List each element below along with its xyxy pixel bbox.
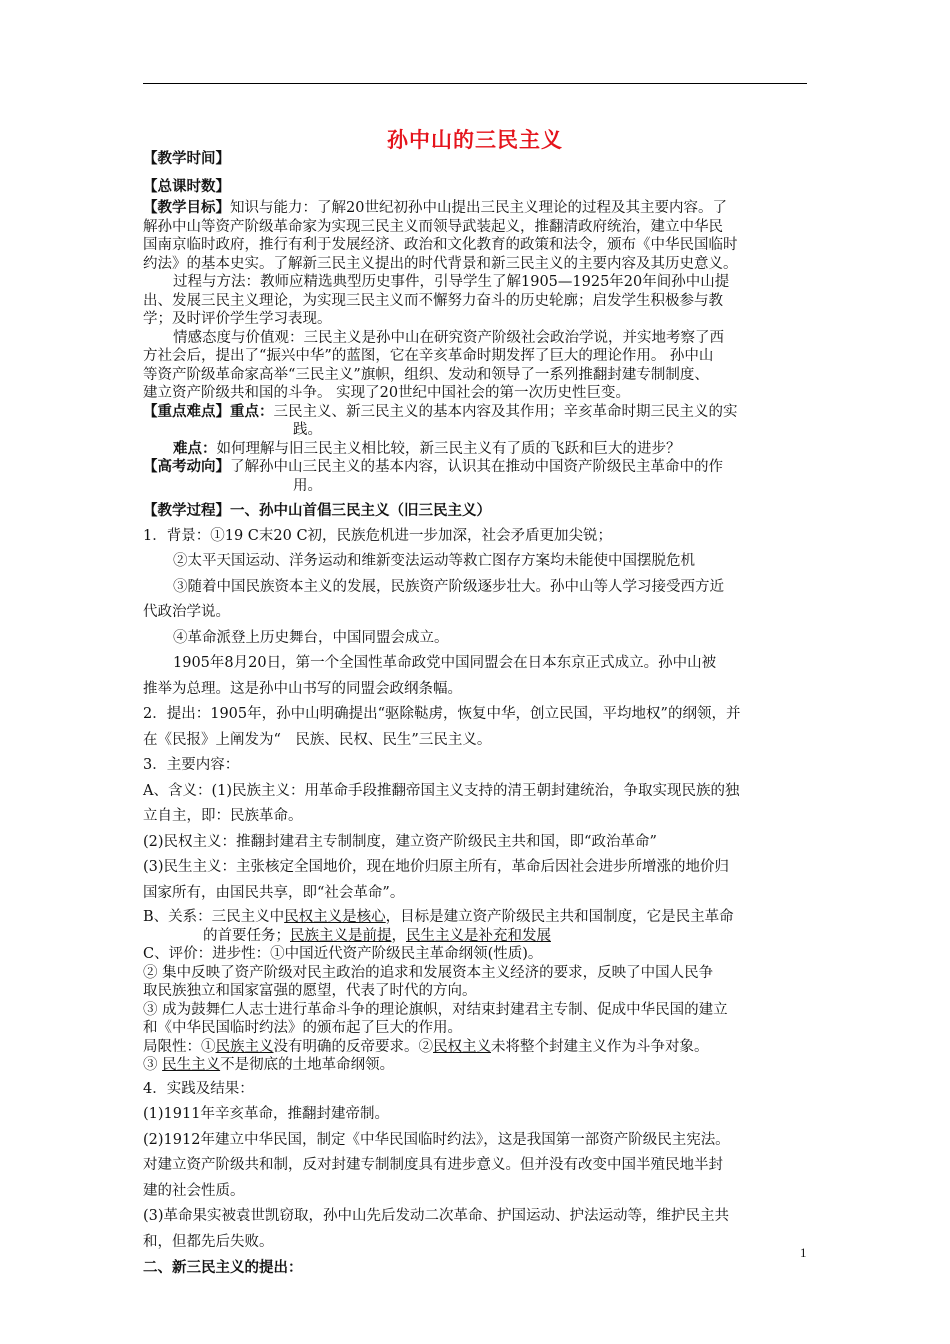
paragraph-line: (3)民生主义：主张核定全国地价，现在地价归原主所有，革命后因社会进步所增涨的地价归 xyxy=(143,859,730,875)
document-title: 孙中山的三民主义 xyxy=(387,127,563,152)
relation-text: 的首要任务； xyxy=(203,927,290,944)
paragraph-line: 国家所有，由国民共享，即“社会革命”。 xyxy=(143,884,405,901)
difficulty-label: 难点： xyxy=(173,439,217,457)
paragraph-line: ④革命派登上历史舞台，中国同盟会成立。 xyxy=(173,629,449,646)
evaluation-line: 取民族独立和国家富强的愿望，代表了时代的方向。 xyxy=(143,983,477,999)
limitation-text: 没有明确的反帝要求。② xyxy=(273,1038,433,1055)
evaluation-line: ② 集中反映了资产阶级对民主政治的追求和发展资本主义经济的要求，反映了中国人民争 xyxy=(143,964,714,981)
paragraph-line: ②太平天国运动、洋务运动和维新变法运动等救亡图存方案均未能使中国摆脱危机 xyxy=(173,553,695,569)
paragraph-line: 代政治学说。 xyxy=(143,604,230,620)
relation-line xyxy=(143,927,823,946)
limitation-text: ③ xyxy=(143,1057,163,1073)
exam-trend-label: 【高考动向】 xyxy=(143,458,230,475)
paragraph-line: 1．背景：①19 C末20 C初，民族危机进一步加深，社会矛盾更加尖锐； xyxy=(143,527,613,544)
emotion-line: 等资产阶级革命家高举“三民主义”旗帜，组织、发动和领导了一系列推翻封建专制制度、 xyxy=(143,366,709,383)
section-heading xyxy=(143,498,823,524)
emotion-line: 方社会后，提出了“振兴中华”的蓝图，它在辛亥革命时期发挥了巨大的理论作用。 孙中山 xyxy=(143,348,714,364)
goal-text: 知识与能力：了解20世纪初孙中山提出三民主义理论的过程及其主要内容。了 xyxy=(230,200,727,216)
paragraph-line: 推举为总理。这是孙中山书写的同盟会政纲条幅。 xyxy=(143,680,462,697)
key-points-line xyxy=(143,403,823,422)
limitation-underlined: 民生主义 xyxy=(162,1057,221,1073)
relation-underlined: 民族主义是前提 xyxy=(290,927,392,944)
relation-line xyxy=(143,908,823,927)
paragraph-line: (3)革命果实被袁世凯窃取，孙中山先后发动二次革命、护国运动、护法运动等，维护民主共 xyxy=(143,1208,730,1224)
difficulty-line xyxy=(143,440,823,459)
paragraph-line: 和，但都先后失败。 xyxy=(143,1233,274,1250)
paragraph-line: (1)1911年辛亥革命，推翻封建帝制。 xyxy=(143,1106,389,1122)
process-heading: 一、孙中山首倡三民主义（旧三民主义） xyxy=(230,502,491,519)
relation-text: B、关系：三民主义中 xyxy=(143,909,285,925)
evaluation-line: C、评价：进步性：①中国近代资产阶级民主革命纲领(性质)。 xyxy=(143,946,543,962)
teach-time-label: 【教学时间】 xyxy=(143,150,230,167)
page-number: 1 xyxy=(800,1245,807,1260)
header-rule xyxy=(143,83,807,84)
total-hours-label: 【总课时数】 xyxy=(143,177,230,195)
goal-line: 约法》的基本史实。了解新三民主义提出的时代背景和新三民主义的主要内容及其历史意义。 xyxy=(143,255,738,272)
emotion-line: 情感态度与价值观：三民主义是孙中山在研究资产阶级社会政治学说，并实地考察了西 xyxy=(173,329,724,346)
process-method-line: 过程与方法：教师应精选典型历史事件，引导学生了解1905—1925年20年间孙中山提 xyxy=(173,274,730,290)
goal-line: 国南京临时政府，推行有利于发展经济、政治和文化教育的政策和法令，颁布《中华民国临时 xyxy=(143,237,738,253)
emotion-line: 建立资产阶级共和国的斗争。 实现了20世纪中国社会的第一次历史性巨变。 xyxy=(143,385,631,401)
paragraph-line: A、含义：(1)民族主义：用革命手段推翻帝国主义支持的清王朝封建统治，争取实现民族的独 xyxy=(143,782,740,799)
limitation-text: 局限性：① xyxy=(143,1038,216,1055)
relation-text: ， xyxy=(391,927,406,944)
key-points-text: 三民主义、新三民主义的基本内容及其作用；辛亥革命时期三民主义的实 xyxy=(273,403,738,420)
paragraph-line: 2．提出：1905年，孙中山明确提出“驱除鞑虏，恢复中华，创立民国，平均地权”的纲领，并 xyxy=(143,706,741,722)
exam-trend-text: 了解孙中山三民主义的基本内容，认识其在推动中国资产阶级民主革命中的作 xyxy=(230,459,723,475)
limitation-line xyxy=(143,1056,823,1075)
paragraph-line: 建的社会性质。 xyxy=(143,1182,245,1199)
paragraph-line: (2)1912年建立中华民国，制定《中华民国临时约法》，这是我国第一部资产阶级民主宪法。 xyxy=(143,1131,730,1148)
limitation-text: 未将整个封建主义作为斗争对象。 xyxy=(491,1038,709,1055)
paragraph-line: (2)民权主义：推翻封建君主专制制度，建立资产阶级民主共和国，即“政治革命” xyxy=(143,833,657,850)
limitation-underlined: 民族主义 xyxy=(215,1038,274,1055)
limitation-text: 不是彻底的土地革命纲领。 xyxy=(220,1057,395,1073)
paragraph-line: 3．主要内容： xyxy=(143,757,240,773)
process-label: 【教学过程】 xyxy=(143,502,230,519)
process-method-line: 出、发展三民主义理论，为实现三民主义而不懈努力奋斗的历史轮廓；启发学生积极参与教 xyxy=(143,292,723,309)
paragraph-line: ③随着中国民族资本主义的发展，民族资产阶级逐步壮大。孙中山等人学习接受西方近 xyxy=(173,578,724,595)
paragraph-line: 对建立资产阶级共和制，反对封建专制制度具有进步意义。但并没有改变中国半殖民地半封 xyxy=(143,1157,723,1173)
exam-trend-line: 用。 xyxy=(293,477,322,494)
paragraph-line: 在《民报》上阐发为“ 民族、民权、民生”三民主义。 xyxy=(143,731,492,748)
exam-trend-line xyxy=(143,458,823,477)
goal-line xyxy=(143,199,823,218)
relation-text: ，目标是建立资产阶级民主共和国制度，它是民主革命 xyxy=(385,909,734,925)
relation-underlined: 民生主义是补充和发展 xyxy=(406,927,551,944)
difficulty-text: 如何理解与旧三民主义相比较，新三民主义有了质的飞跃和巨大的进步？ xyxy=(216,440,681,457)
evaluation-line: 和《中华民国临时约法》的颁布起了巨大的作用。 xyxy=(143,1020,462,1036)
relation-underlined: 民权主义是核心 xyxy=(284,909,386,925)
goal-label: 【教学目标】 xyxy=(143,199,230,216)
goal-line: 解孙中山等资产阶级革命家为实现三民主义而领导武装起义，推翻清政府统治，建立中华民 xyxy=(143,218,723,235)
paragraph-line: 立自主，即：民族革命。 xyxy=(143,808,303,824)
limitation-underlined: 民权主义 xyxy=(433,1038,491,1055)
paragraph-line: 4．实践及结果： xyxy=(143,1080,254,1097)
evaluation-line: ③ 成为鼓舞仁人志士进行革命斗争的理论旗帜，对结束封建君主专制、促成中华民国的建立 xyxy=(143,1001,728,1018)
document-body xyxy=(143,150,823,1281)
key-points-label: 【重点难点】重点： xyxy=(143,402,274,420)
paragraph-line: 1905年8月20日，第一个全国性革命政党中国同盟会在日本东京正式成立。孙中山被 xyxy=(173,655,717,671)
limitation-line xyxy=(143,1038,823,1057)
process-method-line: 学；及时评价学生学习表现。 xyxy=(143,311,332,327)
section-heading: 二、新三民主义的提出： xyxy=(143,1259,303,1276)
key-points-line: 践。 xyxy=(293,422,322,438)
